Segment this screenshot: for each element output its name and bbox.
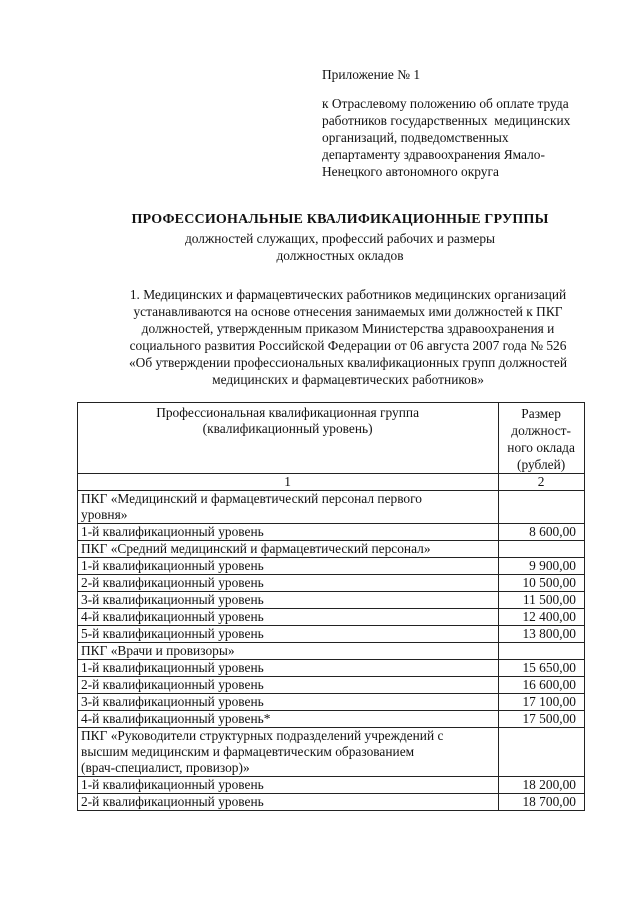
annex-line: работников государственных медицинских [322, 113, 571, 128]
subtitle-line: должностей служащих, профессий рабочих и размеры [184, 231, 496, 246]
level-row [78, 592, 585, 609]
group-name [78, 643, 499, 660]
level-label: 4-й квалификационный уровень [78, 609, 499, 626]
header-salary-column: Размер должност- ного оклада (рублей) [499, 403, 585, 474]
level-label: 2-й квалификационный уровень [78, 677, 499, 694]
subtitle-line: должностных окладов [276, 248, 404, 263]
paragraph-line: должностей, утвержденным приказом Министерства здравоохранения и [141, 321, 555, 336]
salary-value: 15 650,00 [499, 660, 585, 677]
group-name [78, 491, 499, 524]
annex-line: к Отраслевому положению об оплате труда [322, 96, 569, 111]
paragraph-line: социального развития Российской Федерации от 06 августа 2007 года № 526 [129, 338, 567, 353]
annex-title: Приложение № 1 [322, 67, 421, 82]
level-label: 1-й квалификационный уровень [78, 558, 499, 575]
level-label: 4-й квалификационный уровень* [78, 711, 499, 728]
annex-line: Ненецкого автономного округа [322, 164, 499, 179]
salary-value: 13 800,00 [499, 626, 585, 643]
paragraph-line: 1. Медицинских и фармацевтических работников медицинских организаций [129, 287, 567, 302]
column-number-row [78, 474, 585, 491]
level-label: 5-й квалификационный уровень [78, 626, 499, 643]
level-row [78, 677, 585, 694]
level-row [78, 558, 585, 575]
level-label: 3-й квалификационный уровень [78, 694, 499, 711]
empty-salary-cell [499, 643, 585, 660]
level-label: 2-й квалификационный уровень [78, 794, 499, 811]
salary-value: 9 900,00 [499, 558, 585, 575]
salary-value: 8 600,00 [499, 524, 585, 541]
level-row [78, 694, 585, 711]
empty-salary-cell [499, 541, 585, 558]
document-title: ПРОФЕССИОНАЛЬНЫЕ КВАЛИФИКАЦИОННЫЕ ГРУППЫ [131, 212, 549, 227]
annex-line: департаменту здравоохранения Ямало- [322, 147, 545, 162]
group-row [78, 728, 585, 777]
annex-reference [322, 95, 622, 180]
table-body [78, 491, 585, 811]
group-row [78, 491, 585, 524]
salary-value: 12 400,00 [499, 609, 585, 626]
salary-value: 18 200,00 [499, 777, 585, 794]
level-label: 1-й квалификационный уровень [78, 777, 499, 794]
level-row [78, 777, 585, 794]
group-name-line: уровня» [81, 507, 128, 522]
salary-value: 16 600,00 [499, 677, 585, 694]
salary-value: 17 100,00 [499, 694, 585, 711]
level-label: 2-й квалификационный уровень [78, 575, 499, 592]
annex-header [322, 66, 622, 180]
level-row [78, 794, 585, 811]
paragraph-line: «Об утверждении профессиональных квалификационных групп должностей [128, 355, 568, 370]
document-subtitle [40, 230, 640, 264]
column-number: 2 [499, 474, 585, 491]
salary-table [77, 402, 585, 811]
empty-salary-cell [499, 728, 585, 777]
level-row [78, 626, 585, 643]
salary-value: 18 700,00 [499, 794, 585, 811]
group-row [78, 643, 585, 660]
level-row [78, 609, 585, 626]
group-row [78, 541, 585, 558]
level-row [78, 575, 585, 592]
group-name-line: ПКГ «Медицинский и фармацевтический персонал первого [81, 491, 422, 506]
paragraph-line: устанавливаются на основе отнесения занимаемых ими должностей к ПКГ [133, 304, 563, 319]
table-header-row [78, 403, 585, 474]
header-group-column: Профессиональная квалификационная группа (квалификационный уровень) [78, 403, 499, 474]
section-paragraph [88, 286, 608, 388]
salary-value: 11 500,00 [499, 592, 585, 609]
level-label: 3-й квалификационный уровень [78, 592, 499, 609]
column-number: 1 [78, 474, 499, 491]
group-name-line: (врач-специалист, провизор)» [81, 760, 250, 775]
group-name-line: ПКГ «Врачи и провизоры» [81, 643, 235, 658]
group-name [78, 541, 499, 558]
level-row [78, 660, 585, 677]
group-name-line: ПКГ «Средний медицинский и фармацевтический персонал» [81, 541, 431, 556]
group-name-line: высшим медицинским и фармацевтическим образованием [81, 744, 415, 759]
level-row [78, 711, 585, 728]
salary-value: 17 500,00 [499, 711, 585, 728]
level-label: 1-й квалификационный уровень [78, 524, 499, 541]
paragraph-line: медицинских и фармацевтических работников» [212, 372, 484, 387]
group-name-line: ПКГ «Руководители структурных подразделений учреждений с [81, 728, 444, 743]
level-label: 1-й квалификационный уровень [78, 660, 499, 677]
empty-salary-cell [499, 491, 585, 524]
annex-line: организаций, подведомственных [322, 130, 509, 145]
group-name [78, 728, 499, 777]
salary-value: 10 500,00 [499, 575, 585, 592]
level-row [78, 524, 585, 541]
